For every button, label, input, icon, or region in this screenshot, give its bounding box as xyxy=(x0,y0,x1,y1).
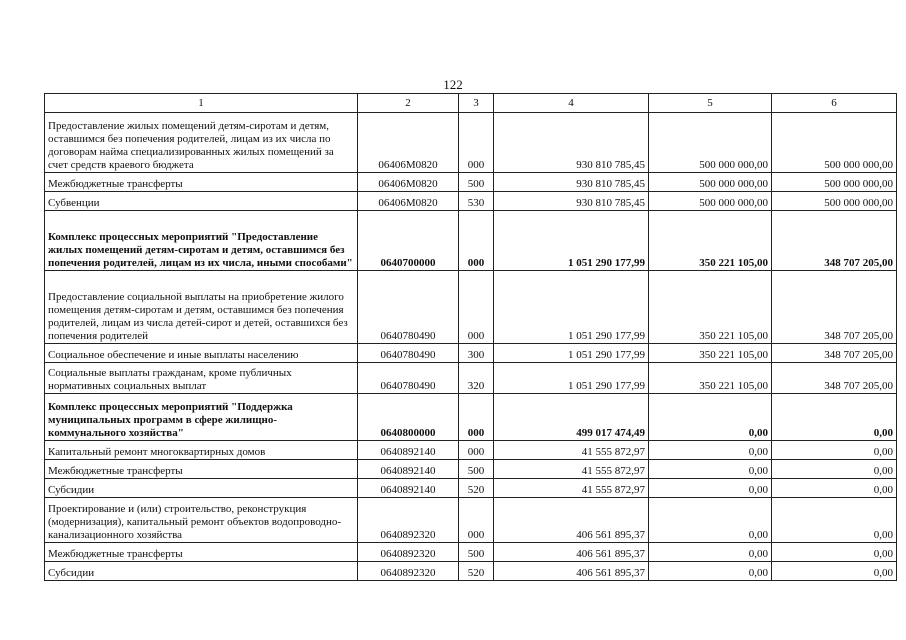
row-name: Межбюджетные трансферты xyxy=(45,173,358,192)
row-name: Комплекс процессных мероприятий "Предоставление жилых помещений детям-сиротам и детям, оставшимся без попечения родителей, лицам из их числа, иными способами" xyxy=(45,211,358,271)
row-value-col6: 0,00 xyxy=(772,394,897,441)
row-code: 06406М0820 xyxy=(358,192,459,211)
row-code: 0640892320 xyxy=(358,543,459,562)
row-value-col6: 348 707 205,00 xyxy=(772,363,897,394)
row-expense-type: 000 xyxy=(459,394,494,441)
column-header: 6 xyxy=(772,94,897,113)
row-value-col5: 0,00 xyxy=(649,498,772,543)
row-value-col6: 348 707 205,00 xyxy=(772,344,897,363)
row-code: 0640800000 xyxy=(358,394,459,441)
row-value-col5: 500 000 000,00 xyxy=(649,192,772,211)
row-value-col4: 41 555 872,97 xyxy=(494,441,649,460)
row-value-col5: 0,00 xyxy=(649,441,772,460)
table-row xyxy=(45,344,897,363)
row-name: Предоставление социальной выплаты на приобретение жилого помещения детям-сиротам и детям, оставшимся без попечения родителей, лицам из числа детей-сирот и детей, оставшихся без попечения родителей xyxy=(45,271,358,344)
row-code: 0640892140 xyxy=(358,460,459,479)
row-expense-type: 500 xyxy=(459,173,494,192)
row-name: Субвенции xyxy=(45,192,358,211)
row-code: 0640780490 xyxy=(358,271,459,344)
row-name: Субсидии xyxy=(45,479,358,498)
row-value-col6: 0,00 xyxy=(772,441,897,460)
row-expense-type: 520 xyxy=(459,562,494,581)
row-expense-type: 000 xyxy=(459,113,494,173)
row-value-col6: 0,00 xyxy=(772,543,897,562)
column-header: 1 xyxy=(45,94,358,113)
row-expense-type: 320 xyxy=(459,363,494,394)
table-row xyxy=(45,543,897,562)
row-code: 0640700000 xyxy=(358,211,459,271)
row-value-col5: 0,00 xyxy=(649,460,772,479)
row-value-col5: 500 000 000,00 xyxy=(649,173,772,192)
row-value-col5: 350 221 105,00 xyxy=(649,363,772,394)
row-value-col4: 930 810 785,45 xyxy=(494,173,649,192)
row-expense-type: 500 xyxy=(459,543,494,562)
budget-table xyxy=(44,93,897,581)
row-expense-type: 300 xyxy=(459,344,494,363)
row-value-col6: 348 707 205,00 xyxy=(772,271,897,344)
row-code: 0640892140 xyxy=(358,479,459,498)
row-value-col4: 41 555 872,97 xyxy=(494,479,649,498)
row-value-col6: 0,00 xyxy=(772,460,897,479)
table-row xyxy=(45,498,897,543)
row-name: Субсидии xyxy=(45,562,358,581)
row-value-col5: 500 000 000,00 xyxy=(649,113,772,173)
table-row xyxy=(45,113,897,173)
column-header: 2 xyxy=(358,94,459,113)
row-expense-type: 000 xyxy=(459,498,494,543)
table-row xyxy=(45,271,897,344)
row-name: Капитальный ремонт многоквартирных домов xyxy=(45,441,358,460)
row-value-col6: 500 000 000,00 xyxy=(772,113,897,173)
row-value-col4: 930 810 785,45 xyxy=(494,113,649,173)
table-row xyxy=(45,192,897,211)
row-name: Комплекс процессных мероприятий "Поддержка муниципальных программ в сфере жилищно-коммунального хозяйства" xyxy=(45,394,358,441)
table-row xyxy=(45,441,897,460)
row-value-col5: 0,00 xyxy=(649,394,772,441)
row-value-col4: 406 561 895,37 xyxy=(494,562,649,581)
row-expense-type: 500 xyxy=(459,460,494,479)
row-value-col5: 0,00 xyxy=(649,543,772,562)
column-header: 3 xyxy=(459,94,494,113)
table-row xyxy=(45,562,897,581)
row-value-col5: 0,00 xyxy=(649,562,772,581)
row-expense-type: 000 xyxy=(459,271,494,344)
table-row xyxy=(45,460,897,479)
row-name: Предоставление жилых помещений детям-сиротам и детям, оставшимся без попечения родителей, лицам из их числа по договорам найма специализированных жилых помещений за счет средств краевого бюджета xyxy=(45,113,358,173)
column-header: 4 xyxy=(494,94,649,113)
table-row xyxy=(45,173,897,192)
row-value-col5: 350 221 105,00 xyxy=(649,271,772,344)
row-value-col5: 350 221 105,00 xyxy=(649,211,772,271)
row-value-col6: 348 707 205,00 xyxy=(772,211,897,271)
row-value-col5: 0,00 xyxy=(649,479,772,498)
row-name: Социальные выплаты гражданам, кроме публичных нормативных социальных выплат xyxy=(45,363,358,394)
table-row xyxy=(45,394,897,441)
row-value-col4: 406 561 895,37 xyxy=(494,498,649,543)
row-code: 0640892320 xyxy=(358,562,459,581)
row-value-col6: 0,00 xyxy=(772,479,897,498)
row-code: 0640892140 xyxy=(358,441,459,460)
row-expense-type: 530 xyxy=(459,192,494,211)
row-expense-type: 000 xyxy=(459,211,494,271)
row-value-col4: 41 555 872,97 xyxy=(494,460,649,479)
row-value-col4: 1 051 290 177,99 xyxy=(494,211,649,271)
row-code: 06406М0820 xyxy=(358,173,459,192)
row-value-col6: 500 000 000,00 xyxy=(772,173,897,192)
row-expense-type: 520 xyxy=(459,479,494,498)
row-value-col4: 499 017 474,49 xyxy=(494,394,649,441)
page-number: 122 xyxy=(443,77,463,92)
row-code: 0640892320 xyxy=(358,498,459,543)
row-code: 06406М0820 xyxy=(358,113,459,173)
row-code: 0640780490 xyxy=(358,363,459,394)
row-value-col6: 0,00 xyxy=(772,498,897,543)
row-name: Межбюджетные трансферты xyxy=(45,543,358,562)
row-value-col4: 1 051 290 177,99 xyxy=(494,271,649,344)
row-value-col4: 930 810 785,45 xyxy=(494,192,649,211)
row-value-col4: 1 051 290 177,99 xyxy=(494,363,649,394)
table-header-row xyxy=(45,94,897,113)
row-value-col4: 406 561 895,37 xyxy=(494,543,649,562)
row-value-col5: 350 221 105,00 xyxy=(649,344,772,363)
column-header: 5 xyxy=(649,94,772,113)
row-code: 0640780490 xyxy=(358,344,459,363)
row-value-col4: 1 051 290 177,99 xyxy=(494,344,649,363)
row-name: Межбюджетные трансферты xyxy=(45,460,358,479)
table-row xyxy=(45,479,897,498)
row-name: Проектирование и (или) строительство, реконструкция (модернизация), капитальный ремонт объектов водопроводно-канализационного хозяйства xyxy=(45,498,358,543)
row-name: Социальное обеспечение и иные выплаты населению xyxy=(45,344,358,363)
row-value-col6: 500 000 000,00 xyxy=(772,192,897,211)
row-value-col6: 0,00 xyxy=(772,562,897,581)
table-row xyxy=(45,211,897,271)
table-row xyxy=(45,363,897,394)
table-body xyxy=(45,113,897,581)
row-expense-type: 000 xyxy=(459,441,494,460)
